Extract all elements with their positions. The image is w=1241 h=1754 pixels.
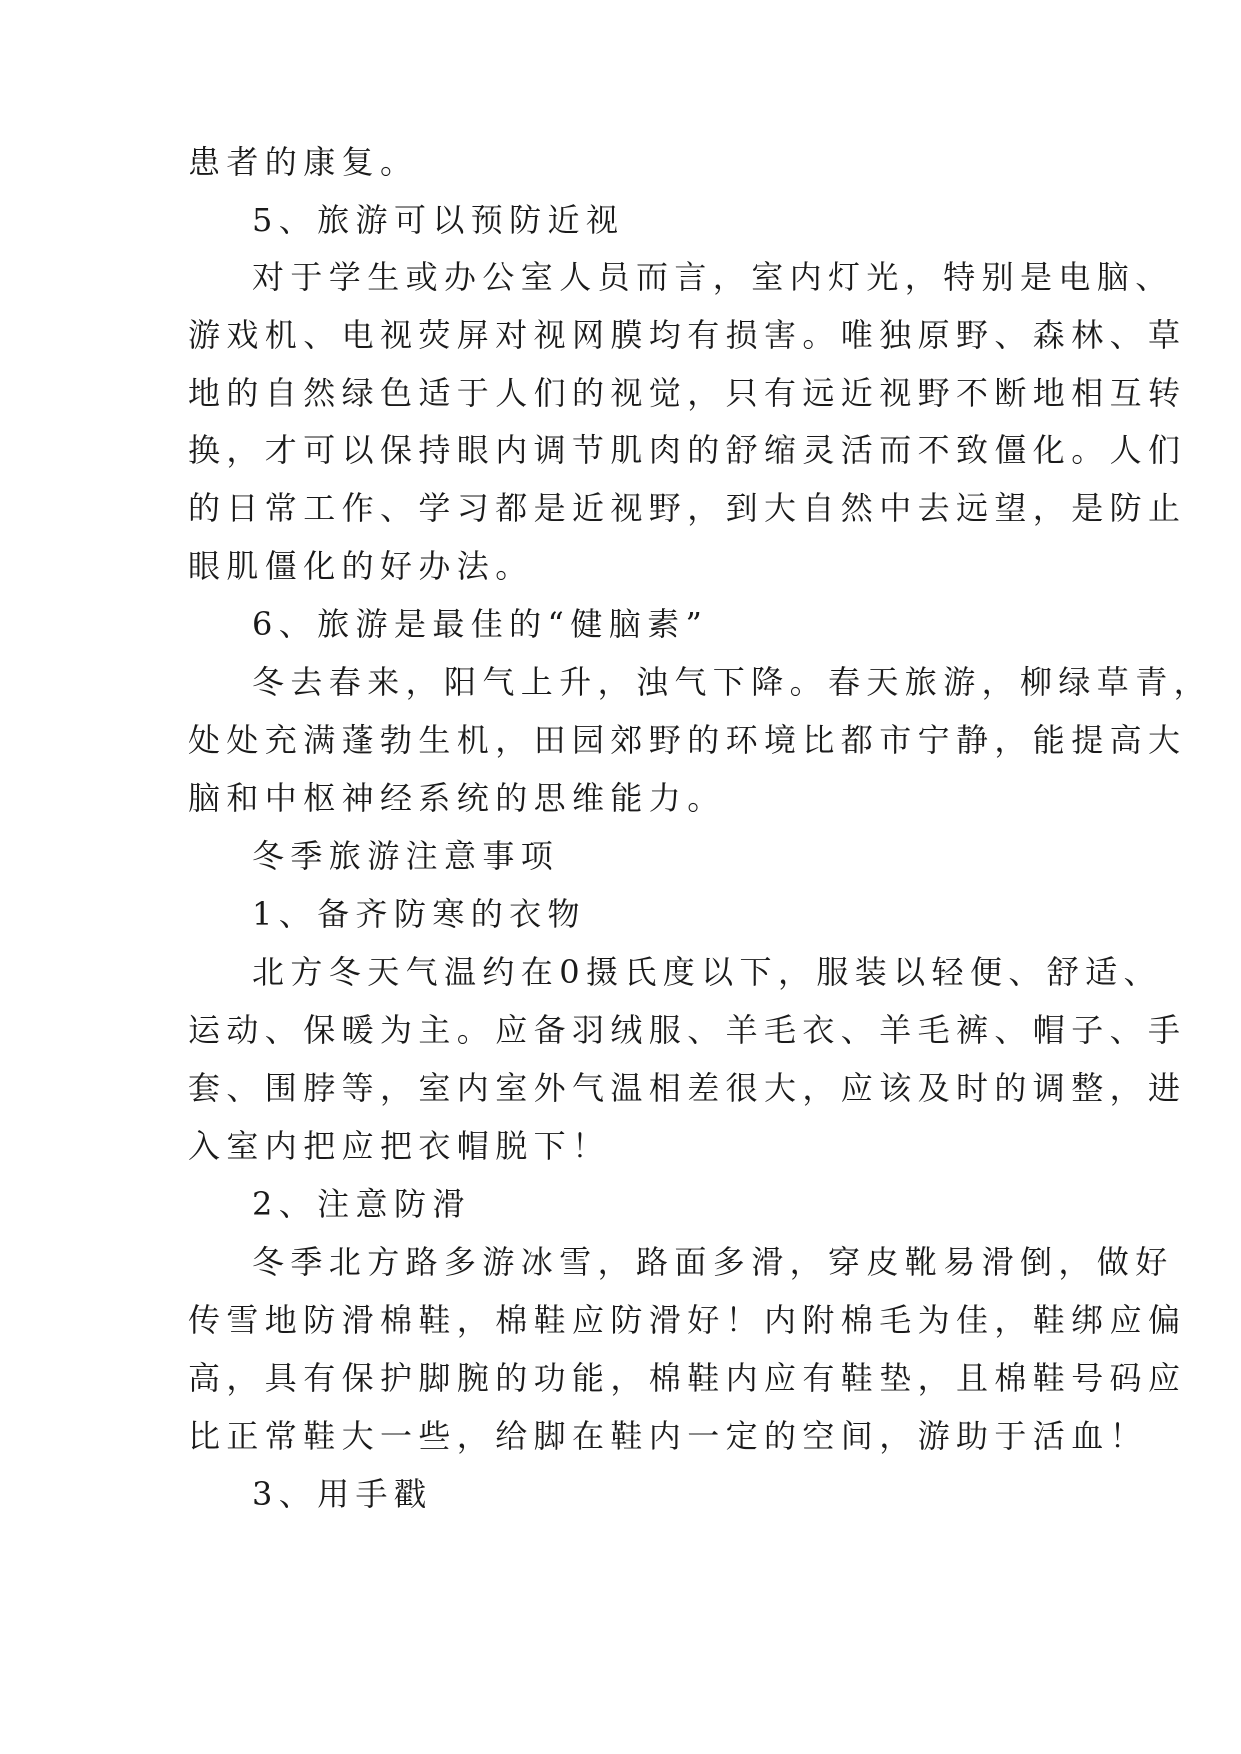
text-line: 套、围脖等，室内室外气温相差很大，应该及时的调整，进 <box>188 1069 1187 1107</box>
text-line: 处处充满蓬勃生机，田园郊野的环境比都市宁静，能提高大 <box>188 721 1187 759</box>
text-line: 的日常工作、学习都是近视野，到大自然中去远望，是防止 <box>188 489 1187 527</box>
text-line: 换，才可以保持眼内调节肌肉的舒缩灵活而不致僵化。人们 <box>188 431 1187 469</box>
text-line: 北方冬天气温约在0摄氏度以下，服装以轻便、舒适、 <box>252 953 1162 991</box>
text-line: 比正常鞋大一些，给脚在鞋内一定的空间，游助于活血！ <box>188 1417 1149 1455</box>
section-heading: 冬季旅游注意事项 <box>252 837 560 875</box>
text-line: 冬去春来，阳气上升，浊气下降。春天旅游，柳绿草青， <box>252 663 1213 701</box>
section-heading: 6、旅游是最佳的“健脑素” <box>252 605 709 643</box>
text-line: 脑和中枢神经系统的思维能力。 <box>188 779 726 817</box>
text-line: 地的自然绿色适于人们的视觉，只有远近视野不断地相互转 <box>188 374 1187 412</box>
section-heading: 5、旅游可以预防近视 <box>252 201 625 239</box>
text-line: 对于学生或办公室人员而言，室内灯光，特别是电脑、 <box>252 258 1174 296</box>
section-heading: 3、用手戳 <box>252 1475 433 1513</box>
text-line: 游戏机、电视荧屏对视网膜均有损害。唯独原野、森林、草 <box>188 316 1187 354</box>
text-line: 传雪地防滑棉鞋，棉鞋应防滑好！内附棉毛为佳，鞋绑应偏 <box>188 1301 1187 1339</box>
text-line: 冬季北方路多游冰雪，路面多滑，穿皮靴易滑倒，做好 <box>252 1243 1174 1281</box>
section-heading: 1、备齐防寒的衣物 <box>252 895 586 933</box>
text-line: 患者的康复。 <box>188 143 419 181</box>
text-line: 运动、保暖为主。应备羽绒服、羊毛衣、羊毛裤、帽子、手 <box>188 1011 1187 1049</box>
section-heading: 2、注意防滑 <box>252 1185 471 1223</box>
text-line: 高，具有保护脚腕的功能，棉鞋内应有鞋垫，且棉鞋号码应 <box>188 1359 1187 1397</box>
text-line: 入室内把应把衣帽脱下！ <box>188 1127 611 1165</box>
text-line: 眼肌僵化的好办法。 <box>188 547 534 585</box>
